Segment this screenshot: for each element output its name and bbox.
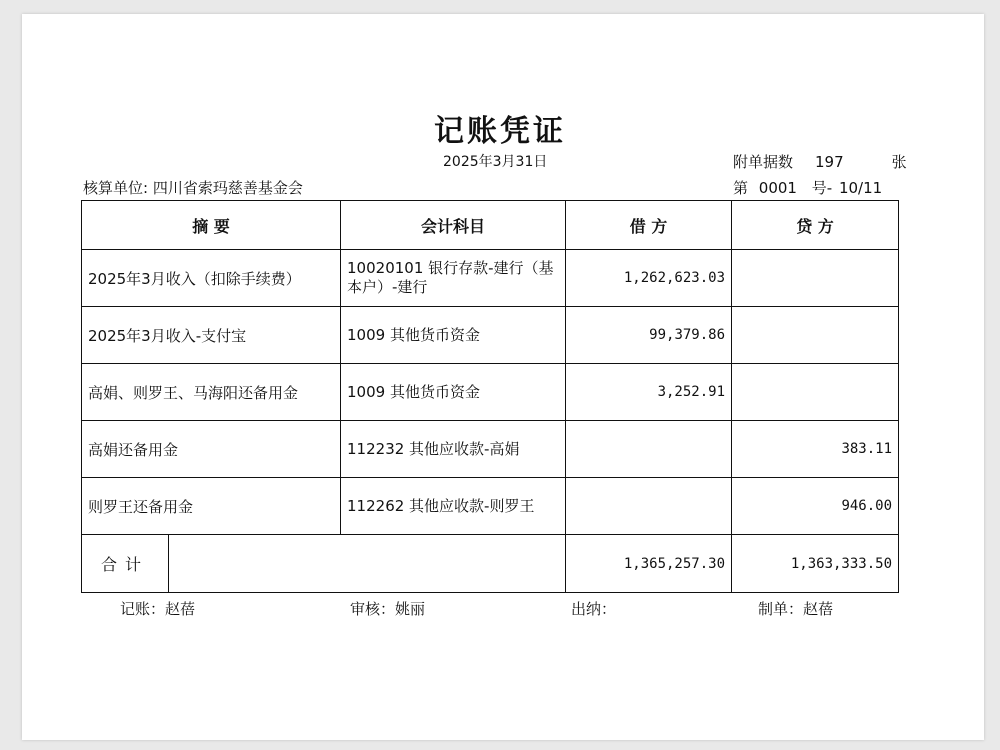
row-summary: 2025年3月收入-支付宝 (82, 307, 341, 364)
table-row (82, 364, 899, 421)
row-summary: 高娟、则罗王、马海阳还备用金 (82, 364, 341, 421)
table-row (82, 421, 899, 478)
row-debit: 3,252.91 (566, 364, 732, 421)
table-row (82, 250, 899, 307)
total-debit: 1,365,257.30 (566, 535, 732, 593)
row-account: 1009 其他货币资金 (341, 307, 566, 364)
header-summary: 摘 要 (82, 201, 341, 250)
row-credit (732, 364, 899, 421)
row-debit (566, 478, 732, 535)
signature-bookkeeper: 记账：赵蓓 (120, 600, 196, 618)
total-credit: 1,363,333.50 (732, 535, 899, 593)
header-row (82, 201, 899, 250)
header-account: 会计科目 (341, 201, 566, 250)
unit-label: 核算单位: (83, 179, 149, 197)
attachment-count (733, 151, 907, 172)
total-row (82, 535, 899, 593)
header-debit: 借 方 (566, 201, 732, 250)
attachment-number: 197 (815, 153, 844, 171)
row-account: 112232 其他应收款-高娟 (341, 421, 566, 478)
row-account: 1009 其他货币资金 (341, 364, 566, 421)
row-debit: 1,262,623.03 (566, 250, 732, 307)
page-title: 记账凭证 (434, 114, 566, 149)
voucher-page: 10/11 (838, 179, 883, 197)
row-credit (732, 250, 899, 307)
signature-reviewer: 审核：姚丽 (350, 600, 426, 618)
row-debit: 99,379.86 (566, 307, 732, 364)
row-credit: 946.00 (732, 478, 899, 535)
row-summary: 2025年3月收入（扣除手续费） (82, 250, 341, 307)
row-credit: 383.11 (732, 421, 899, 478)
voucher-suffix: 号- (811, 179, 833, 197)
attachment-label: 附单据数 (733, 153, 794, 171)
unit-name: 四川省索玛慈善基金会 (152, 179, 303, 197)
table-row (82, 307, 899, 364)
accounting-unit (83, 177, 303, 198)
header-credit: 贷 方 (732, 201, 899, 250)
voucher-date: 2025年3月31日 (443, 154, 548, 170)
row-account: 10020101 银行存款-建行（基本户）-建行 (341, 250, 566, 307)
row-summary: 则罗王还备用金 (82, 478, 341, 535)
signature-cashier: 出纳： (571, 600, 617, 618)
voucher-number-value: 0001 (758, 179, 797, 197)
table-row (82, 478, 899, 535)
row-credit (732, 307, 899, 364)
total-label: 合计 (82, 535, 169, 593)
attachment-unit: 张 (891, 153, 907, 171)
row-debit (566, 421, 732, 478)
voucher-prefix: 第 (733, 179, 749, 197)
signature-preparer: 制单：赵蓓 (758, 600, 834, 618)
voucher-number (733, 177, 882, 198)
row-summary: 高娟还备用金 (82, 421, 341, 478)
total-blank (169, 535, 566, 593)
voucher-table (81, 200, 899, 593)
row-account: 112262 其他应收款-则罗王 (341, 478, 566, 535)
